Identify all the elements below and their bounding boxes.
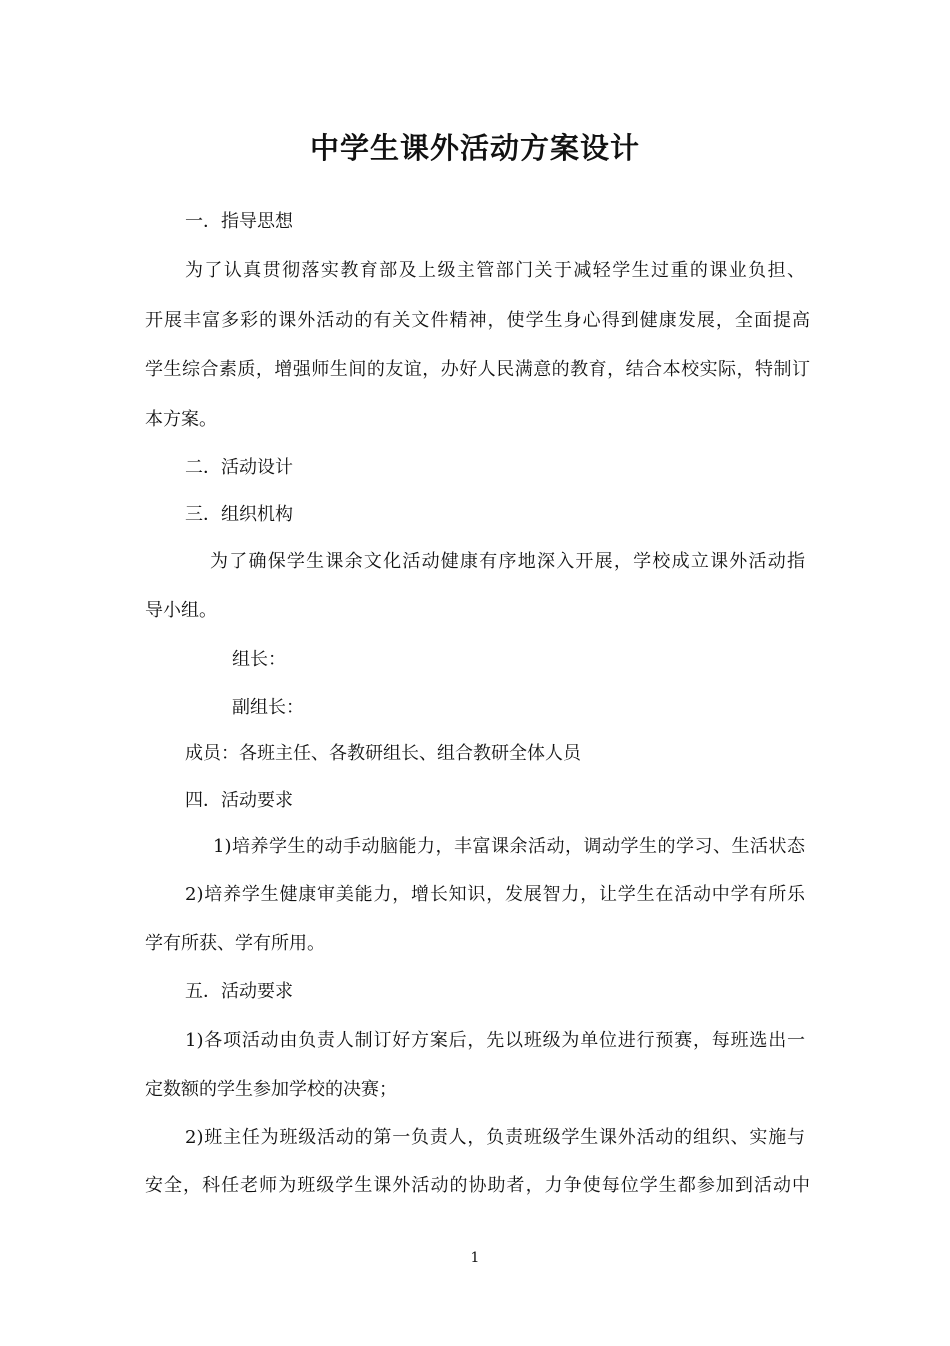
paragraph-line: 本方案。 [145, 409, 217, 430]
paragraph-line: 开展丰富多彩的课外活动的有关文件精神，使学生身心得到健康发展，全面提高 [145, 310, 810, 331]
paragraph-line: 学生综合素质，增强师生间的友谊，办好人民满意的教育，结合本校实际，特制订 [145, 359, 810, 380]
deputy-leader-label: 副组长： [232, 697, 304, 718]
section-heading-requirements-2: 五．活动要求 [185, 981, 293, 1002]
paragraph-line: 导小组。 [145, 600, 217, 621]
section-heading-organization: 三．组织机构 [185, 504, 293, 525]
members-line: 成员：各班主任、各教研组长、组合教研全体人员 [185, 743, 581, 764]
section-heading-requirements: 四．活动要求 [185, 790, 293, 811]
paragraph-line: 学有所获、学有所用。 [145, 933, 325, 954]
document-title: 中学生课外活动方案设计 [309, 131, 640, 165]
paragraph-line: 定数额的学生参加学校的决赛； [145, 1079, 397, 1100]
section-heading-activity-design: 二．活动设计 [185, 457, 293, 478]
section-heading-guiding-ideology: 一．指导思想 [185, 211, 293, 232]
page-number: 1 [470, 1250, 480, 1266]
group-leader-label: 组长： [232, 649, 286, 670]
paragraph-line: 为了认真贯彻落实教育部及上级主管部门关于减轻学生过重的课业负担、 [185, 260, 805, 281]
paragraph-line: 1)培养学生的动手动脑能力，丰富课余活动，调动学生的学习、生活状态 [213, 836, 805, 857]
paragraph-line: 1)各项活动由负责人制订好方案后，先以班级为单位进行预赛，每班选出一 [185, 1030, 805, 1051]
paragraph-line: 安全，科任老师为班级学生课外活动的协助者，力争使每位学生都参加到活动中 [145, 1175, 810, 1196]
paragraph-line: 为了确保学生课余文化活动健康有序地深入开展，学校成立课外活动指 [210, 551, 805, 572]
paragraph-line: 2)班主任为班级活动的第一负责人，负责班级学生课外活动的组织、实施与 [185, 1127, 805, 1148]
paragraph-line: 2)培养学生健康审美能力，增长知识，发展智力，让学生在活动中学有所乐 [185, 884, 805, 905]
